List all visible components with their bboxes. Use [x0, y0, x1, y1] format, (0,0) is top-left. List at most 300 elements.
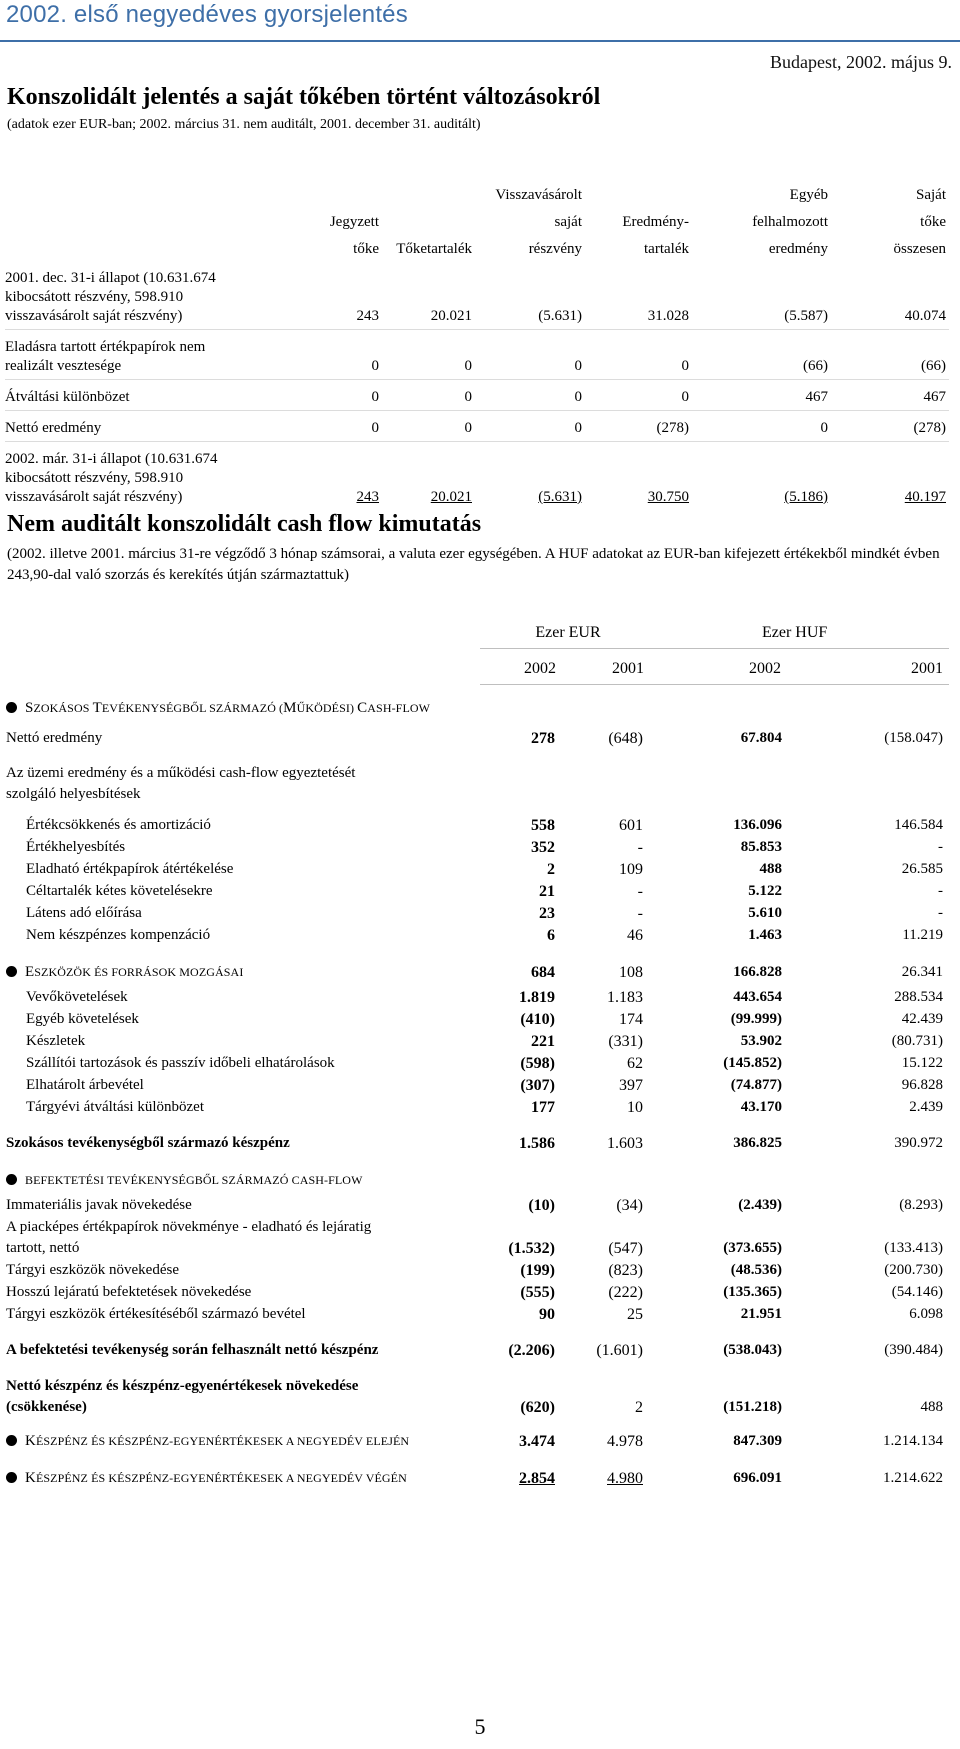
equity-value: (5.631) — [538, 489, 582, 505]
value: (390.484) — [884, 1342, 944, 1358]
value-cell — [656, 1376, 790, 1418]
line-item-label: Nettó készpénz és készpénz-egyenértékesek növekedése (csökkenése) — [6, 1378, 359, 1415]
equity-value: 467 — [923, 389, 946, 405]
equity-value: 0 — [574, 358, 582, 374]
value-cell — [790, 763, 949, 805]
equity-value: 467 — [805, 389, 828, 405]
value-cell — [566, 859, 656, 880]
value-cell — [480, 1097, 566, 1118]
equity-value-cell — [692, 330, 831, 380]
line-item-row — [5, 881, 949, 902]
value: 6.098 — [909, 1306, 944, 1322]
value: 1.214.134 — [883, 1433, 944, 1449]
equity-row — [5, 442, 949, 511]
equity-value-cell — [831, 261, 949, 330]
equity-row — [5, 330, 949, 380]
equity-value: 40.197 — [904, 489, 946, 505]
value: (2.206) — [508, 1342, 555, 1359]
value-cell — [656, 1009, 790, 1030]
equity-value: (5.587) — [784, 308, 828, 324]
equity-value-cell — [585, 261, 692, 330]
equity-row-label-line: Nettó eredmény — [5, 420, 102, 436]
line-item-row — [5, 903, 949, 924]
equity-value-cell — [382, 261, 475, 330]
value: 11.219 — [902, 927, 944, 943]
value: 278 — [531, 730, 555, 747]
equity-column-header — [585, 178, 692, 205]
value-cell — [656, 925, 790, 946]
section-title-text: ŰKÖDÉSI) — [296, 701, 358, 715]
value-cell — [480, 962, 566, 983]
value-cell — [656, 962, 790, 983]
equity-row-label-line: visszavásárolt saját részvény) — [5, 489, 183, 505]
equity-value: 0 — [371, 420, 379, 436]
value-cell — [790, 1260, 949, 1281]
section-header-row — [5, 698, 949, 719]
equity-row-label-line: Átváltási különbözet — [5, 389, 130, 405]
value: 1.463 — [748, 927, 782, 943]
value-cell — [566, 1009, 656, 1030]
value-cell — [480, 1340, 566, 1361]
cashflow-table — [5, 622, 949, 1489]
line-item-row — [5, 1075, 949, 1096]
line-item-label: Az üzemi eredmény és a működési cash-flow egyeztetését szolgáló helyesbítések — [6, 765, 356, 802]
equity-header-row — [5, 232, 949, 259]
equity-value-cell — [382, 330, 475, 380]
line-item-row — [5, 1282, 949, 1303]
value: - — [637, 839, 643, 856]
line-item-label: Tárgyi eszközök növekedése — [6, 1262, 179, 1278]
equity-value: 30.750 — [647, 489, 689, 505]
total-row — [5, 1376, 949, 1418]
equity-row-label-line: 2002. már. 31-i állapot (10.631.674 — [5, 451, 218, 467]
value-cell — [566, 962, 656, 983]
value-cell — [480, 1195, 566, 1216]
place-date: Budapest, 2002. május 9. — [770, 52, 952, 72]
equity-column-header — [308, 178, 382, 205]
value-cell — [656, 859, 790, 880]
equity-subtitle: (adatok ezer EUR-ban; 2002. március 31. nem auditált, 2001. december 31. auditált) — [7, 117, 481, 132]
equity-row-label-line: 2001. dec. 31-i állapot (10.631.674 — [5, 270, 216, 286]
line-item-label: Eladható értékpapírok átértékelése — [26, 861, 234, 877]
value: (222) — [608, 1284, 643, 1301]
equity-value-cell — [308, 330, 382, 380]
value-cell — [790, 1340, 949, 1361]
value-cell — [790, 1468, 949, 1489]
section-title-text: ÉSZPÉNZ ÉS KÉSZPÉNZ-EGYENÉRTÉKESEK A NEGYEDÉV ELEJÉN — [35, 1434, 410, 1448]
value-cell — [656, 1195, 790, 1216]
value: (151.218) — [723, 1399, 782, 1415]
equity-value-cell — [382, 442, 475, 511]
value: (555) — [520, 1284, 555, 1301]
equity-column-header: részvény — [528, 241, 582, 257]
section-header-row — [5, 962, 949, 983]
equity-value: 0 — [371, 389, 379, 405]
equity-value: 0 — [371, 358, 379, 374]
section-title-capital: S — [25, 700, 34, 716]
value-cell — [790, 903, 949, 924]
equity-row — [5, 261, 949, 330]
equity-row-label-line: visszavásárolt saját részvény) — [5, 308, 183, 324]
value: (54.146) — [891, 1284, 944, 1300]
value-cell — [790, 728, 949, 749]
line-item-row — [5, 763, 949, 805]
value-cell — [656, 815, 790, 836]
value-cell — [566, 1282, 656, 1303]
value: (80.731) — [891, 1033, 944, 1049]
value-cell — [790, 1075, 949, 1096]
equity-column-header: saját — [554, 214, 582, 230]
value: (200.730) — [884, 1262, 944, 1278]
value: 174 — [619, 1011, 643, 1028]
equity-value: 0 — [464, 358, 472, 374]
value-cell — [790, 1217, 949, 1259]
value: 62 — [627, 1055, 643, 1072]
equity-value-cell — [585, 442, 692, 511]
equity-header-row — [5, 205, 949, 232]
value-cell — [566, 1304, 656, 1325]
value-cell — [566, 925, 656, 946]
value: 23 — [539, 905, 555, 922]
value-cell — [656, 1075, 790, 1096]
value-cell — [566, 1133, 656, 1154]
value: 221 — [531, 1033, 555, 1050]
equity-value-cell — [692, 442, 831, 511]
value-cell — [480, 1282, 566, 1303]
value-cell — [566, 837, 656, 858]
equity-header-row — [5, 178, 949, 205]
value: (34) — [616, 1197, 643, 1214]
section-title-capital: C — [357, 700, 368, 716]
value: 43.170 — [740, 1099, 782, 1115]
equity-value-cell — [475, 411, 585, 442]
currency-header: Ezer EUR — [480, 622, 656, 649]
value-cell — [566, 1031, 656, 1052]
equity-value: (5.631) — [538, 308, 582, 324]
bullet-icon — [6, 1435, 17, 1446]
equity-title: Konszolidált jelentés a saját tőkében történt változásokról — [7, 84, 601, 110]
section-title — [5, 1431, 480, 1452]
line-item-row — [5, 1053, 949, 1074]
value: (8.293) — [899, 1197, 944, 1213]
equity-value-cell — [382, 411, 475, 442]
line-item-label: Nettó eredmény — [6, 730, 103, 746]
value: 2.854 — [519, 1470, 555, 1487]
value-cell — [480, 859, 566, 880]
value: (2.439) — [738, 1197, 782, 1213]
equity-value-cell — [831, 330, 949, 380]
line-item-row — [5, 1260, 949, 1281]
equity-value-cell — [308, 411, 382, 442]
equity-row-label-line: kibocsátott részvény, 598.910 — [5, 470, 184, 486]
equity-value: (66) — [803, 358, 828, 374]
value-cell — [656, 1304, 790, 1325]
equity-value-cell — [585, 411, 692, 442]
line-item-label: Elhatárolt árbevétel — [26, 1077, 144, 1093]
equity-column-header — [382, 205, 475, 232]
value-cell — [566, 1075, 656, 1096]
equity-row-label-line: kibocsátott részvény, 598.910 — [5, 289, 184, 305]
value: 397 — [619, 1077, 643, 1094]
value: 26.341 — [901, 964, 944, 980]
line-item-label: Tárgyi eszközök értékesítéséből származó bevétel — [6, 1306, 306, 1322]
value-cell — [480, 1075, 566, 1096]
equity-column-header — [382, 178, 475, 205]
equity-value: 0 — [464, 420, 472, 436]
value: 352 — [531, 839, 555, 856]
value: (307) — [520, 1077, 555, 1094]
value: - — [938, 905, 944, 921]
value: 847.309 — [733, 1433, 782, 1449]
value: 5.610 — [748, 905, 782, 921]
equity-row-label — [5, 330, 308, 380]
value-cell — [656, 1468, 790, 1489]
value: 15.122 — [901, 1055, 944, 1071]
value: (331) — [608, 1033, 643, 1050]
line-item-label: Szokásos tevékenységből származó készpénz — [6, 1135, 290, 1151]
value-cell — [566, 881, 656, 902]
equity-value-cell — [308, 442, 382, 511]
value-cell — [566, 1195, 656, 1216]
line-item-label: Tárgyévi átváltási különbözet — [26, 1099, 205, 1115]
value-cell — [656, 837, 790, 858]
equity-row-label-line: Eladásra tartott értékpapírok nem — [5, 339, 206, 355]
value-cell — [566, 763, 656, 805]
value: - — [637, 883, 643, 900]
value: 1.214.622 — [883, 1470, 944, 1486]
value: - — [637, 905, 643, 922]
value: 85.853 — [740, 839, 782, 855]
value: 108 — [619, 964, 643, 981]
value: 21 — [539, 883, 555, 900]
value: (598) — [520, 1055, 555, 1072]
value: - — [938, 883, 944, 899]
equity-value-cell — [585, 330, 692, 380]
equity-column-header: Eredmény- — [622, 214, 689, 230]
value-cell — [480, 1031, 566, 1052]
value-cell — [790, 1376, 949, 1418]
year-header: 2002 — [656, 658, 790, 685]
section-title-capital: M — [283, 700, 297, 716]
line-item-row — [5, 1217, 949, 1259]
line-item-label: Egyéb követelések — [26, 1011, 139, 1027]
value: 10 — [627, 1099, 643, 1116]
value: 136.096 — [733, 817, 782, 833]
value: (145.852) — [723, 1055, 782, 1071]
value: 1.183 — [607, 989, 643, 1006]
value: 2 — [635, 1399, 643, 1416]
cashflow-intro: (2002. illetve 2001. március 31-re végződő 3 hónap számsorai, a valuta ezer egységében. A HUF adatokat az EUR-ban kifejezett értékekből mindkét évben 243,90-dal való szorzás és kerekítés útján származtattuk) — [7, 546, 940, 583]
line-item-label: A befektetési tevékenység során felhasznált nettó készpénz — [6, 1342, 379, 1358]
section-title-text: EVÉKENYSÉGBŐL — [101, 701, 210, 715]
equity-value-cell — [692, 380, 831, 411]
line-item-label: Hosszú lejáratú befektetések növekedése — [6, 1284, 252, 1300]
equity-value: 0 — [574, 420, 582, 436]
value-cell — [566, 903, 656, 924]
line-item-label: Értékcsökkenés és amortizáció — [26, 817, 211, 833]
value: 1.603 — [607, 1135, 643, 1152]
value-cell — [566, 728, 656, 749]
value-cell — [480, 1304, 566, 1325]
equity-column-header: tartalék — [644, 241, 689, 257]
value-cell — [656, 1431, 790, 1452]
value-cell — [790, 1053, 949, 1074]
value: 90 — [539, 1306, 555, 1323]
cash-balance-row — [5, 1431, 949, 1452]
section-title-capital: K — [25, 1433, 36, 1449]
equity-value-cell — [308, 261, 382, 330]
value-cell — [790, 1097, 949, 1118]
value: 109 — [619, 861, 643, 878]
value-cell — [480, 881, 566, 902]
equity-column-header: összesen — [893, 241, 946, 257]
line-item-label: Szállítói tartozások és passzív időbeli elhatárolások — [26, 1055, 335, 1071]
value: (48.536) — [730, 1262, 782, 1278]
value-cell — [480, 837, 566, 858]
line-item-row — [5, 1031, 949, 1052]
value-cell — [656, 1031, 790, 1052]
section-title — [5, 698, 480, 719]
value: 3.474 — [519, 1433, 555, 1450]
line-item-row — [5, 925, 949, 946]
value: 2 — [547, 861, 555, 878]
value: (199) — [520, 1262, 555, 1279]
equity-value-cell — [831, 411, 949, 442]
equity-value: 40.074 — [904, 308, 946, 324]
cashflow-title: Nem auditált konszolidált cash flow kimutatás — [7, 511, 482, 537]
report-title: 2002. első negyedéves gyorsjelentés — [6, 1, 408, 28]
equity-value-cell — [475, 442, 585, 511]
value-cell — [566, 1340, 656, 1361]
year-header: 2001 — [790, 658, 949, 685]
equity-row-label — [5, 380, 308, 411]
value: 46 — [627, 927, 643, 944]
equity-value: (5.186) — [784, 489, 828, 505]
line-item-label: Nem készpénzes kompenzáció — [26, 927, 211, 943]
value: (373.655) — [723, 1240, 782, 1256]
value-cell — [480, 1133, 566, 1154]
line-item-label: Immateriális javak növekedése — [6, 1197, 192, 1213]
equity-value-cell — [382, 380, 475, 411]
value: 6 — [547, 927, 555, 944]
year-header: 2001 — [566, 658, 656, 685]
cash-balance-row — [5, 1468, 949, 1489]
equity-column-header: Visszavásárolt — [495, 187, 582, 203]
equity-row-label — [5, 261, 308, 330]
value-cell — [480, 1376, 566, 1418]
value: 684 — [531, 964, 555, 981]
value: (133.413) — [884, 1240, 944, 1256]
section-title-capital: T — [92, 700, 102, 716]
total-row — [5, 1133, 949, 1154]
line-item-row — [5, 987, 949, 1008]
header-divider — [0, 40, 960, 42]
value: 166.828 — [733, 964, 782, 980]
equity-table — [5, 178, 949, 510]
value: 443.654 — [733, 989, 782, 1005]
equity-value: (66) — [921, 358, 946, 374]
value: 21.951 — [740, 1306, 782, 1322]
equity-value-cell — [475, 261, 585, 330]
value-cell — [480, 815, 566, 836]
line-item-row — [5, 1195, 949, 1216]
value-cell — [790, 1031, 949, 1052]
equity-column-header: felhalmozott — [752, 214, 828, 230]
value-cell — [480, 903, 566, 924]
value: 386.825 — [733, 1135, 782, 1151]
equity-value-cell — [692, 261, 831, 330]
value-cell — [790, 859, 949, 880]
line-item-row — [5, 837, 949, 858]
value: 558 — [531, 817, 555, 834]
value: (620) — [520, 1399, 555, 1416]
line-item-row — [5, 1304, 949, 1325]
value-cell — [480, 1468, 566, 1489]
value: 4.978 — [607, 1433, 643, 1450]
value: 4.980 — [607, 1470, 643, 1487]
value-cell — [790, 987, 949, 1008]
value: 67.804 — [740, 730, 782, 746]
value-cell — [790, 1133, 949, 1154]
value-cell — [656, 728, 790, 749]
value-cell — [790, 1009, 949, 1030]
value: (648) — [608, 730, 643, 747]
section-title-text: ÉSZPÉNZ ÉS KÉSZPÉNZ-EGYENÉRTÉKESEK A NEGYEDÉV VÉGÉN — [35, 1471, 407, 1485]
value: 696.091 — [733, 1470, 782, 1486]
equity-value: 243 — [356, 308, 379, 324]
line-item-label: Értékhelyesbítés — [26, 839, 126, 855]
section-title — [5, 1468, 480, 1489]
value-cell — [656, 881, 790, 902]
equity-column-header: eredmény — [768, 241, 828, 257]
section-title-text: BEFEKTETÉSI TEVÉKENYSÉGBŐL SZÁRMAZÓ CASH-FLOW — [25, 1173, 363, 1187]
equity-row-label-line: realizált vesztesége — [5, 358, 122, 374]
equity-value: 0 — [464, 389, 472, 405]
value-cell — [790, 962, 949, 983]
value-cell — [656, 763, 790, 805]
value: (99.999) — [730, 1011, 782, 1027]
value-cell — [566, 1097, 656, 1118]
value: 1.819 — [519, 989, 555, 1006]
equity-value-cell — [831, 442, 949, 511]
bullet-icon — [6, 1472, 17, 1483]
value: 53.902 — [740, 1033, 782, 1049]
value: (823) — [608, 1262, 643, 1279]
value-cell — [790, 925, 949, 946]
year-header-row — [5, 658, 949, 685]
value: 96.828 — [901, 1077, 944, 1093]
value: 146.584 — [894, 817, 944, 833]
equity-column-header: Tőketartalék — [396, 241, 472, 257]
total-row — [5, 1340, 949, 1361]
equity-value: 31.028 — [647, 308, 689, 324]
bullet-icon — [6, 1174, 17, 1185]
value-cell — [480, 1260, 566, 1281]
value: (547) — [608, 1240, 643, 1257]
value-cell — [566, 1217, 656, 1259]
value: 1.586 — [519, 1135, 555, 1152]
bullet-icon — [6, 702, 17, 713]
equity-column-header: Jegyzett — [329, 214, 379, 230]
line-item-label: A piacképes értékpapírok növekménye - eladható és lejáratig tartott, nettó — [6, 1219, 372, 1256]
equity-value: 0 — [681, 358, 689, 374]
section-title-capital: E — [25, 964, 35, 980]
value-cell — [656, 1260, 790, 1281]
value: - — [938, 839, 944, 855]
line-item-label: Készletek — [26, 1033, 86, 1049]
line-item-label: Látens adó előírása — [26, 905, 142, 921]
value-cell — [790, 1282, 949, 1303]
